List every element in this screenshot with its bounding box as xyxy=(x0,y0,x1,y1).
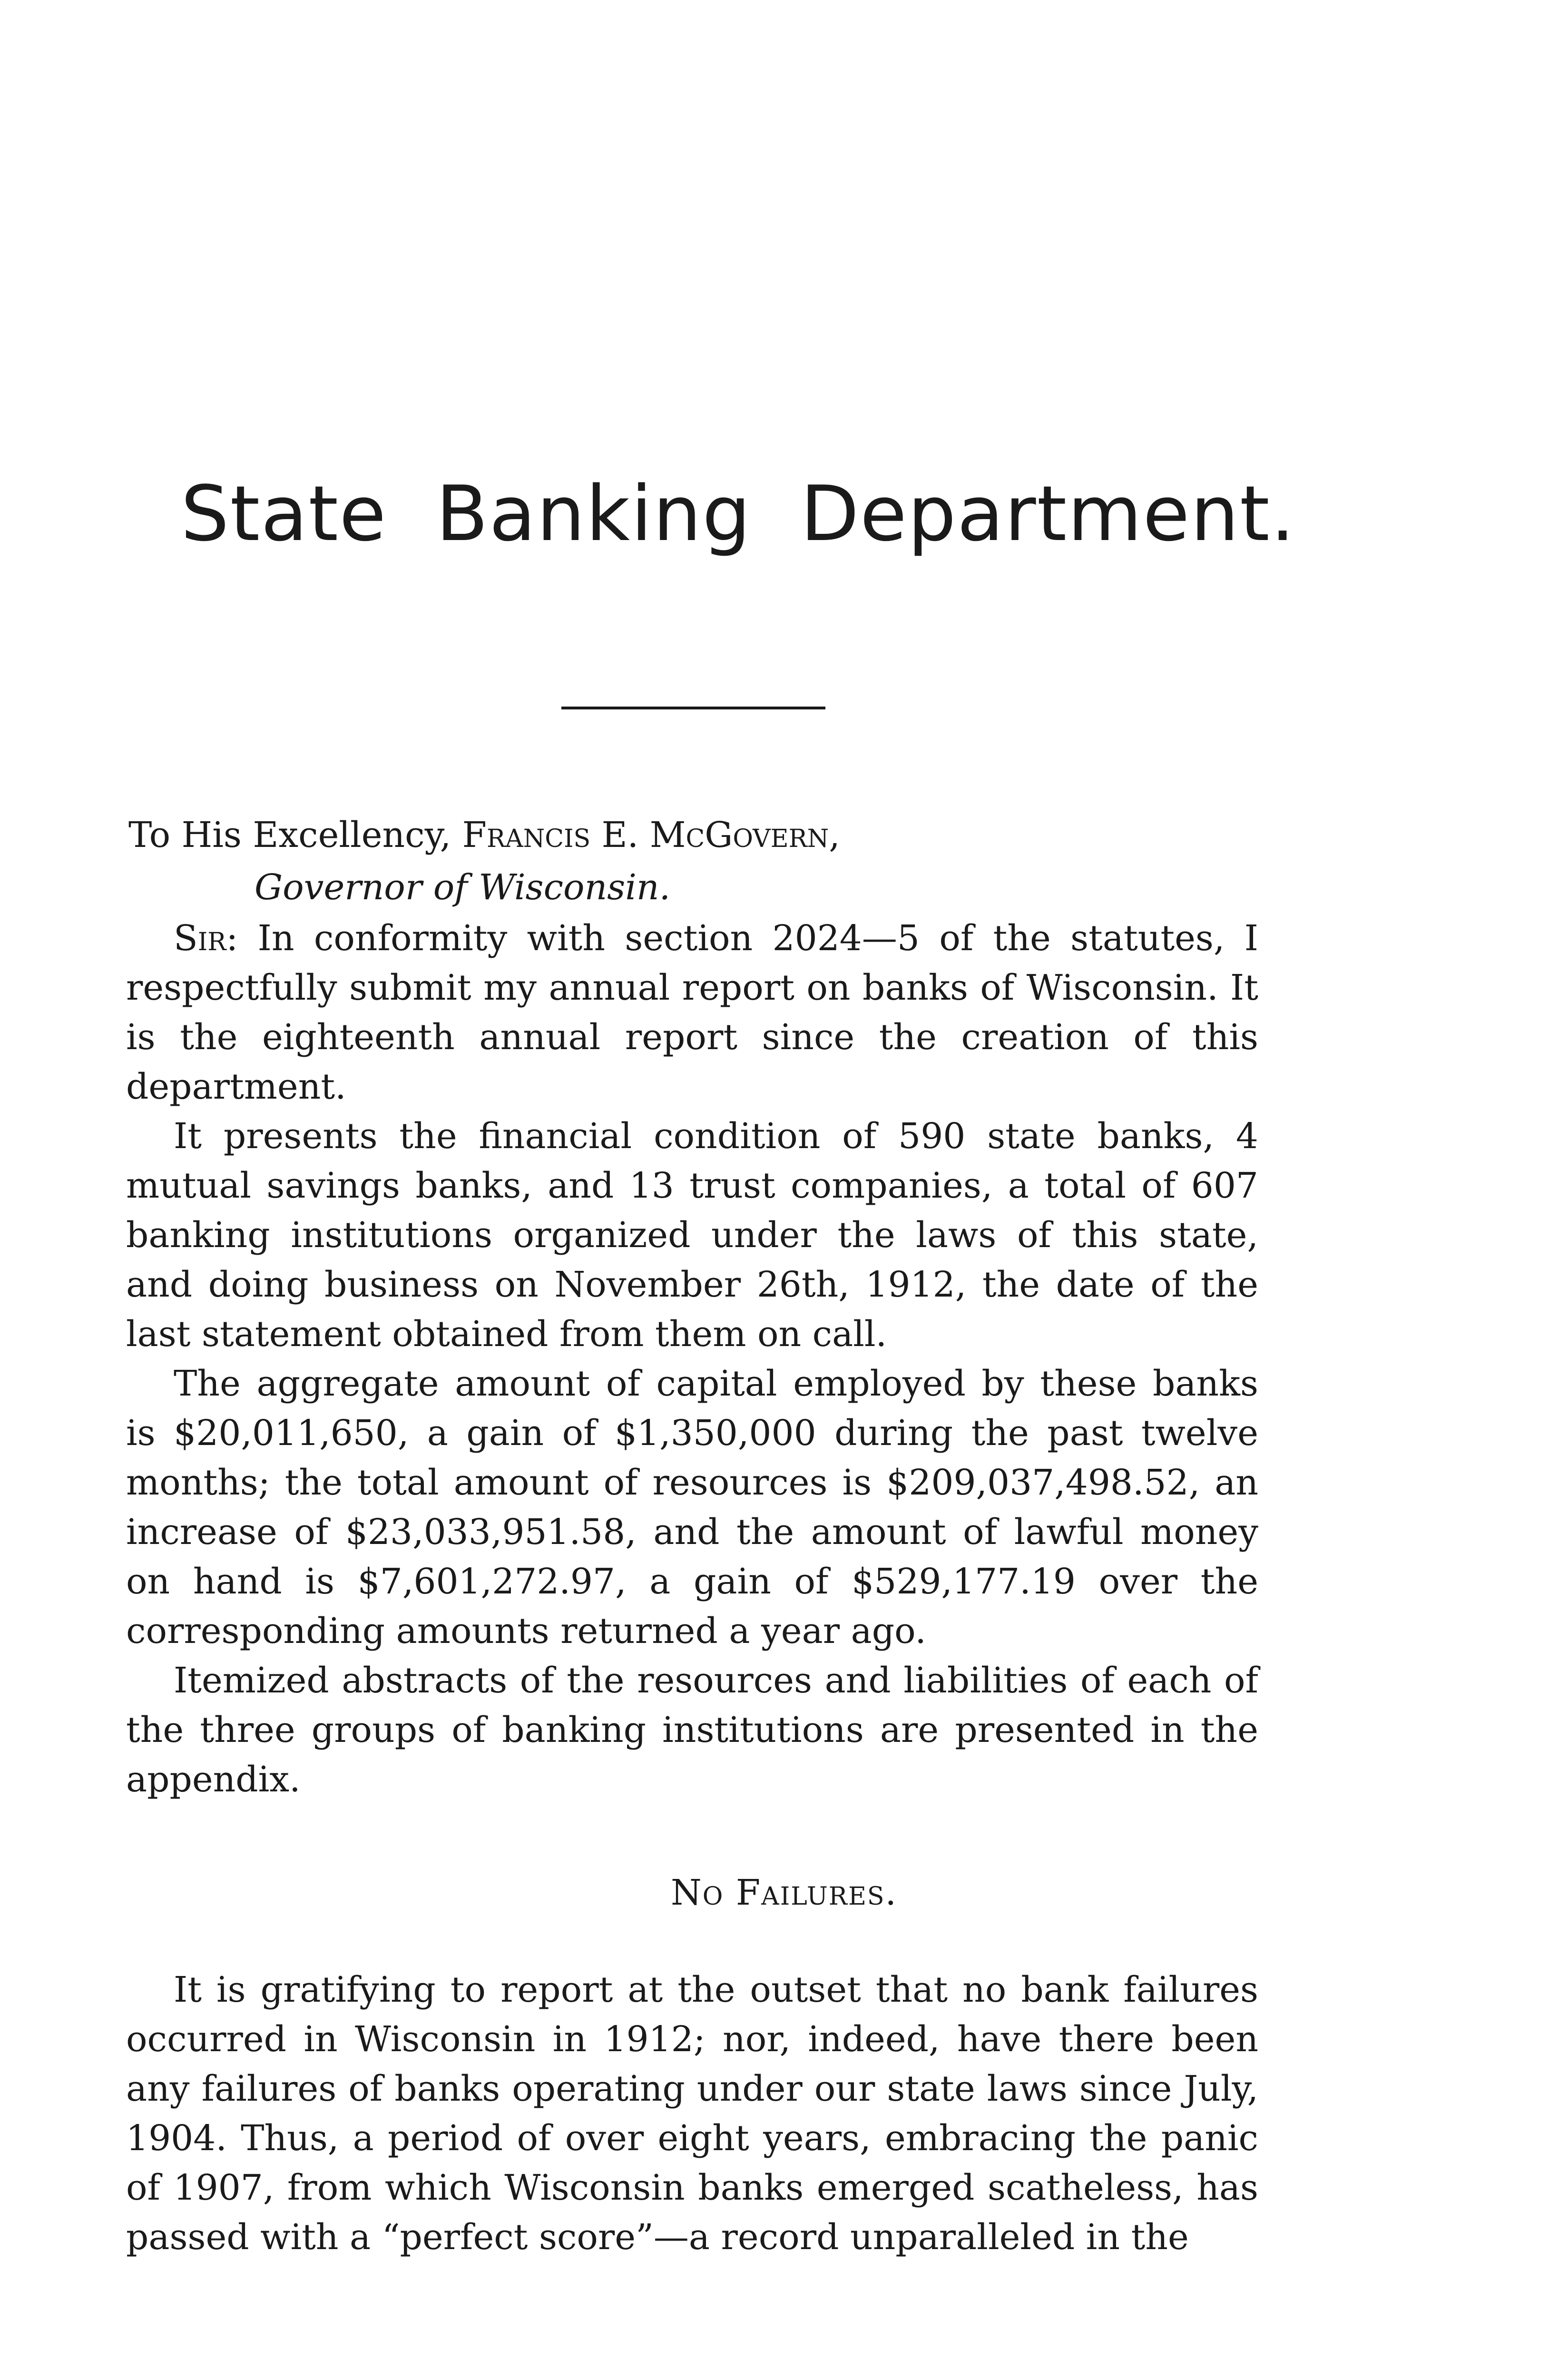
paragraph xyxy=(126,914,1258,1111)
addressee-office: Governor of Wisconsin. xyxy=(255,867,671,908)
paragraph-lead: Sir: xyxy=(174,918,238,959)
addressee-name: Francis E. McGovern, xyxy=(462,815,840,855)
paragraph xyxy=(126,1111,1258,1359)
paragraph-text: Itemized abstracts of the resources and liabilities of each of the three groups of banking institutions are presented in the appendix. xyxy=(126,1660,1258,1800)
salutation-prefix: To His Excellency, xyxy=(128,815,451,855)
salutation-line xyxy=(128,809,840,861)
paragraph-text: It is gratifying to report at the outset that no bank failures occurred in Wisconsin in 1912; nor, indeed, have there been any failures of banks operating under our state laws since July, 1904. Thus, a period of over eight years, embracing the panic of 1907, from which Wisconsin banks emerged scatheless, has passed with a “perfect score”—a record unparalleled in the xyxy=(126,1969,1258,2258)
paragraph-text: It presents the financial condition of 590 state banks, 4 mutual savings banks, and 13 trust companies, a total of 607 banking institutions organized under the laws of this state, and doing business on November 26th, 1912, the date of the last statement obtained from them on call. xyxy=(126,1116,1258,1355)
paragraph-text: The aggregate amount of capital employed by these banks is $20,011,650, a gain of $1,350,000 during the past twelve months; the total amount of resources is $209,037,498.52, an increase of $23,033,951.58, and the amount of lawful money on hand is $7,601,272.97, a gain of $529,177.19 over the corresponding amounts returned a year ago. xyxy=(126,1363,1258,1652)
page-title: State Banking Department. xyxy=(181,469,1296,558)
paragraph xyxy=(126,1656,1258,1804)
section-body xyxy=(126,1965,1258,2262)
paragraph xyxy=(126,1359,1258,1656)
paragraph xyxy=(126,1965,1258,2262)
paragraph-text: In conformity with section 2024—5 of the statutes, I respectfully submit my annual report on banks of Wisconsin. It is the eighteenth annual report since the creation of this department. xyxy=(126,918,1258,1107)
section-heading: No Failures. xyxy=(670,1872,898,1913)
title-divider xyxy=(561,707,825,709)
letter-body xyxy=(126,914,1258,1804)
